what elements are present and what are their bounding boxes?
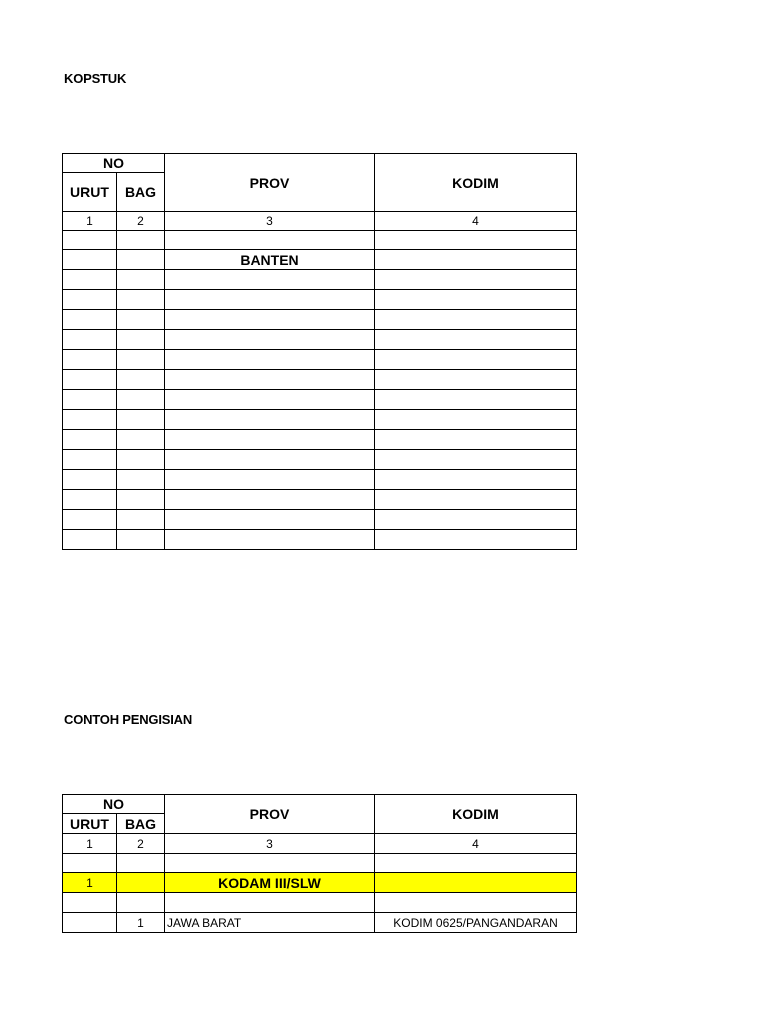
- detail-kodim: KODIM 0625/PANGANDARAN: [375, 913, 577, 933]
- column-number-4: 4: [375, 834, 577, 854]
- contoh-pengisian-table: [62, 794, 577, 933]
- table-row: [63, 370, 577, 390]
- detail-row: [63, 913, 577, 933]
- table-row: [63, 530, 577, 550]
- kopstuk-table: [62, 153, 577, 550]
- column-number-2: 2: [117, 212, 165, 231]
- header-bag: BAG: [117, 173, 165, 212]
- header-no: NO: [63, 154, 165, 173]
- table-row: [63, 270, 577, 290]
- table-row: [63, 854, 577, 873]
- column-number-3: 3: [165, 212, 375, 231]
- detail-bag: 1: [117, 913, 165, 933]
- header-prov: PROV: [165, 795, 375, 834]
- header-prov: PROV: [165, 154, 375, 212]
- header-urut: URUT: [63, 814, 117, 834]
- table-row: [63, 390, 577, 410]
- table-row: [63, 450, 577, 470]
- detail-prov: JAWA BARAT: [165, 913, 375, 933]
- kodam-row: [63, 873, 577, 893]
- table-row: [63, 510, 577, 530]
- table-row: [63, 410, 577, 430]
- section-title-contoh-pengisian: CONTOH PENGISIAN: [64, 712, 193, 727]
- table-row: [63, 490, 577, 510]
- column-number-2: 2: [117, 834, 165, 854]
- table-row: [63, 290, 577, 310]
- column-number-1: 1: [63, 834, 117, 854]
- column-number-4: 4: [375, 212, 577, 231]
- table-row: [63, 231, 577, 250]
- column-number-1: 1: [63, 212, 117, 231]
- header-urut: URUT: [63, 173, 117, 212]
- table-row: [63, 470, 577, 490]
- kodam-name: KODAM III/SLW: [165, 873, 375, 893]
- section-title-kopstuk: KOPSTUK: [64, 71, 127, 86]
- kodam-urut: 1: [63, 873, 117, 893]
- header-kodim: KODIM: [375, 154, 577, 212]
- table-row: [63, 893, 577, 913]
- table-row: [63, 430, 577, 450]
- prov-entry: BANTEN: [165, 250, 375, 270]
- column-number-3: 3: [165, 834, 375, 854]
- header-no: NO: [63, 795, 165, 814]
- table-row: [63, 330, 577, 350]
- header-bag: BAG: [117, 814, 165, 834]
- header-kodim: KODIM: [375, 795, 577, 834]
- table-row: [63, 250, 577, 270]
- table-row: [63, 310, 577, 330]
- table-row: [63, 350, 577, 370]
